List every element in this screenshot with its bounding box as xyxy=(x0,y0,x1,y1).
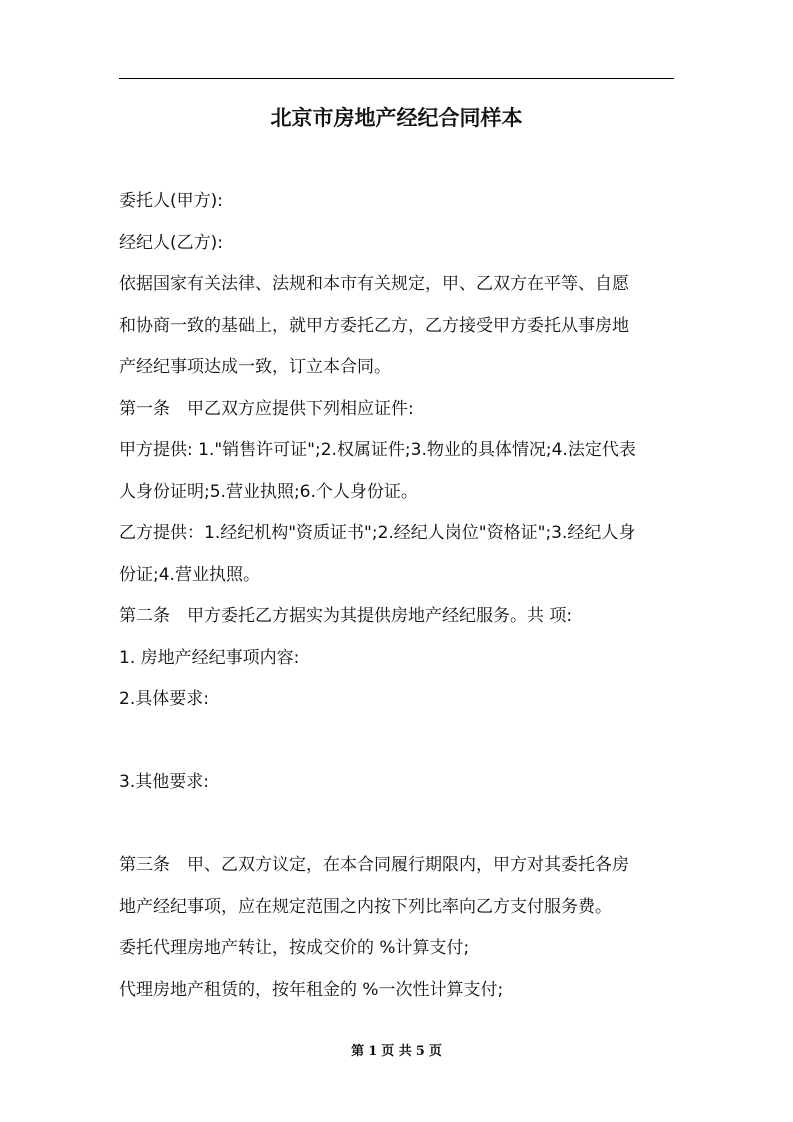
article-3-line-2: 地产经纪事项，应在规定范围之内按下列比率向乙方支付服务费。 xyxy=(119,896,612,917)
preamble-line-1: 依据国家有关法律、法规和本市有关规定，甲、乙双方在平等、自愿 xyxy=(119,274,629,294)
page-label-prefix: 第 xyxy=(351,1044,365,1059)
total-pages-number: 5 xyxy=(415,1044,425,1059)
page-label-suffix: 页 xyxy=(428,1044,442,1059)
current-page-number: 1 xyxy=(368,1044,378,1059)
document-body xyxy=(119,181,679,1011)
header-rule xyxy=(119,78,674,79)
blank-line xyxy=(119,721,679,763)
article-3-line-1: 第三条 甲、乙双方议定，在本合同履行期限内，甲方对其委托各房 xyxy=(119,855,629,875)
article-2-item-3: 3.其他要求: xyxy=(119,772,209,792)
article-2-heading: 第二条 甲方委托乙方据实为其提供房地产经纪服务。共 项: xyxy=(119,606,573,626)
party-a-documents-line-1: 甲方提供: 1."销售许可证";2.权属证件;3.物业的具体情况;4.法定代表 xyxy=(119,440,636,460)
preamble-line-3: 产经纪事项达成一致，订立本合同。 xyxy=(119,357,391,377)
party-b-documents-line-2: 份证;4.营业执照。 xyxy=(119,564,260,585)
party-b-documents-line-1: 乙方提供：1.经纪机构"资质证书";2.经纪人岗位"资格证";3.经纪人身 xyxy=(119,523,636,543)
preamble-line-2: 和协商一致的基础上，就甲方委托乙方，乙方接受甲方委托从事房地 xyxy=(119,315,629,336)
clause-party-a: 委托人(甲方): xyxy=(119,191,223,211)
article-2-item-2: 2.具体要求: xyxy=(119,689,209,709)
party-a-documents-line-2: 人身份证明;5.营业执照;6.个人身份证。 xyxy=(119,481,418,502)
article-1-heading: 第一条 甲乙双方应提供下列相应证件: xyxy=(119,398,414,419)
page-label-mid: 页 共 xyxy=(381,1044,412,1059)
article-3-lease-fee: 代理房地产租赁的，按年租金的 %一次性计算支付; xyxy=(119,979,504,1000)
page-footer xyxy=(0,1042,793,1062)
clause-party-b: 经纪人(乙方): xyxy=(119,232,223,253)
blank-line xyxy=(119,804,679,846)
article-2-item-1: 1. 房地产经纪事项内容: xyxy=(119,647,300,668)
article-3-transfer-fee: 委托代理房地产转让，按成交价的 %计算支付; xyxy=(119,938,470,958)
document-title: 北京市房地产经纪合同样本 xyxy=(270,106,523,130)
